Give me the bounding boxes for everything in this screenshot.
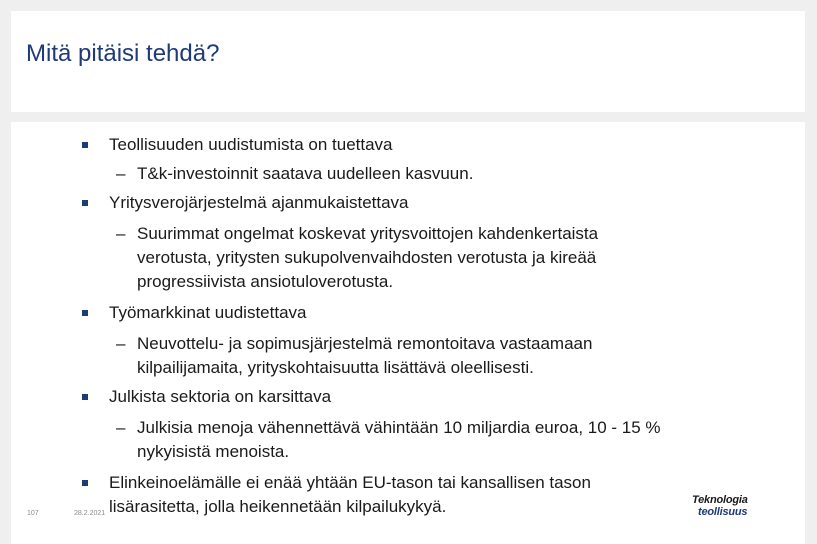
sub-bullet-item: Julkisia menoja vähennettävä vähintään 10 miljardia euroa, 10 - 15 %: [137, 418, 661, 437]
sub-bullet-dash: –: [116, 334, 126, 353]
sub-bullet-item-continued: progressiivista ansiotuloverotusta.: [137, 272, 394, 291]
bullet-item: Teollisuuden uudistumista on tuettava: [109, 135, 393, 154]
slide-date: 28.2.2021: [74, 510, 106, 517]
bullet-marker: [82, 200, 88, 206]
sub-bullet-item: T&k-investoinnit saatava uudelleen kasvuun.: [137, 164, 474, 183]
bullet-item: Yritysverojärjestelmä ajanmukaistettava: [109, 193, 409, 212]
logo-text-line2: teollisuus: [698, 506, 748, 518]
sub-bullet-dash: –: [116, 418, 126, 437]
sub-bullet-dash: –: [116, 224, 126, 243]
teknologiateollisuus-logo: [692, 494, 780, 520]
sub-bullet-item: Suurimmat ongelmat koskevat yritysvoittojen kahdenkertaista: [137, 224, 599, 243]
logo-text-line1: Teknologia: [692, 494, 748, 506]
sub-bullet-item: Neuvottelu- ja sopimusjärjestelmä remontoitava vastaamaan: [137, 334, 593, 353]
slide-number: 107: [27, 510, 39, 517]
bullet-marker: [82, 480, 88, 486]
bullet-marker: [82, 310, 88, 316]
bullet-item: Työmarkkinat uudistettava: [109, 303, 307, 322]
sub-bullet-dash: –: [116, 164, 126, 183]
bullet-marker: [82, 142, 88, 148]
slide-title: Mitä pitäisi tehdä?: [26, 40, 220, 67]
sub-bullet-item-continued: kilpailijamaita, yrityskohtaisuutta lisättävä oleellisesti.: [137, 358, 534, 377]
bullet-item-continued: lisärasitetta, jolla heikennetään kilpailukykyä.: [109, 497, 447, 516]
sub-bullet-item-continued: nykyisistä menoista.: [137, 442, 290, 461]
sub-bullet-item-continued: verotusta, yritysten sukupolvenvaihdosten verotusta ja kireää: [137, 248, 597, 267]
bullet-item: Elinkeinoelämälle ei enää yhtään EU-tason tai kansallisen tason: [109, 473, 591, 492]
bullet-item: Julkista sektoria on karsittava: [109, 387, 332, 406]
bullet-marker: [82, 394, 88, 400]
